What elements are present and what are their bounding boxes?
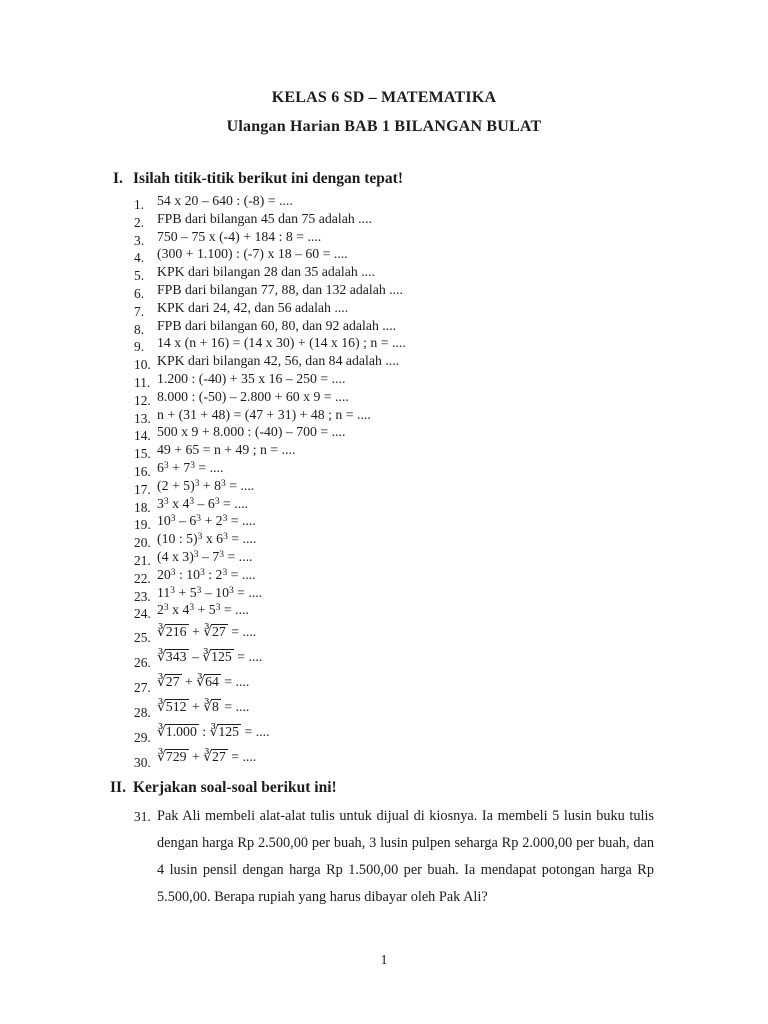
cube-root: ∛27 xyxy=(203,624,226,640)
document-subtitle: Ulangan Harian BAB 1 BILANGAN BULAT xyxy=(226,118,542,135)
question-row xyxy=(113,644,718,669)
question-text: FPB dari bilangan 60, 80, dan 92 adalah .... xyxy=(157,317,397,333)
cube-root: ∛64 xyxy=(196,674,219,690)
question-text: ∛216 + ∛27 = .... xyxy=(157,624,257,640)
question-number: 25. xyxy=(134,630,151,646)
cube-root: ∛729 xyxy=(157,749,187,765)
cube-root: ∛216 xyxy=(157,624,187,640)
section2-heading-row xyxy=(110,779,718,797)
question-row xyxy=(113,263,718,284)
question-text: 8.000 : (-50) – 2.800 + 60 x 9 = .... xyxy=(157,388,349,404)
question-row xyxy=(113,744,718,769)
question-text: (300 + 1.100) : (-7) x 18 – 60 = .... xyxy=(157,246,348,262)
question-row xyxy=(113,406,718,424)
question-number: 31. xyxy=(134,809,151,824)
question-number: 27. xyxy=(134,680,151,696)
question-number: 3. xyxy=(134,232,145,248)
question-text: (4 x $3)^3 - 7^3$ = .... xyxy=(157,548,253,564)
question-row xyxy=(113,477,718,495)
question-text: FPB dari bilangan 45 dan 75 adalah .... xyxy=(157,210,372,226)
question-row xyxy=(113,423,718,444)
question-number: 18. xyxy=(134,499,151,515)
question-text: $(2 + 5)^3 + 8^3$ = .... xyxy=(157,477,255,493)
question-number: 7. xyxy=(134,303,145,319)
document-header xyxy=(0,89,768,136)
cube-root: ∛8 xyxy=(203,699,219,715)
question-row xyxy=(113,512,718,533)
question-number: 24. xyxy=(134,606,151,622)
cube-root: ∛27 xyxy=(203,749,226,765)
question-number: 30. xyxy=(134,755,151,771)
cube-root: ∛125 xyxy=(209,724,240,740)
question-text: $6^3 + 7^3$ = .... xyxy=(157,459,224,475)
question-number: 5. xyxy=(134,268,145,284)
question-number: 17. xyxy=(134,481,151,497)
question-row xyxy=(113,299,718,317)
question-number: 9. xyxy=(134,339,145,355)
question-number: 21. xyxy=(134,552,151,568)
question-number: 28. xyxy=(134,705,151,721)
section1-question-list xyxy=(113,192,718,769)
question-number: 11. xyxy=(134,374,151,390)
question-text: $10^3 - 6^3 + 2^3$ = .... xyxy=(157,513,256,529)
section1-heading: Isilah titik-titik berikut ini dengan tepat! xyxy=(133,170,403,187)
question-number: 10. xyxy=(134,357,151,373)
cube-root: ∛512 xyxy=(157,699,187,715)
section2-label: II. xyxy=(110,779,126,796)
question-row xyxy=(113,669,718,694)
question-text: ∛1.000 : ∛125 = .... xyxy=(157,724,270,740)
question-text: KPK dari bilangan 28 dan 35 adalah .... xyxy=(157,264,376,280)
section-fill-in xyxy=(113,170,718,769)
question-text: (10 : 5)$^3$ x $6^3$ = .... xyxy=(157,531,257,547)
cube-root: ∛343 xyxy=(157,649,187,665)
question-number: 15. xyxy=(134,446,151,462)
question-text: ∛27 + ∛64 = .... xyxy=(157,674,250,690)
question-number: 14. xyxy=(134,428,151,444)
question-row xyxy=(113,192,718,210)
cube-root: ∛125 xyxy=(202,649,232,665)
question-text: $3^3$ x $4^3 - 6^3$ = .... xyxy=(157,495,249,511)
question-row xyxy=(113,584,718,602)
question-row xyxy=(113,694,718,719)
question-text: $2^3$ x $4^3 + 5^3$ = .... xyxy=(157,602,249,618)
question-row xyxy=(113,245,718,266)
question-text: 1.200 : (-40) + 35 x 16 – 250 = .... xyxy=(157,370,346,386)
document-title: KELAS 6 SD – MATEMATIKA xyxy=(271,89,497,106)
section1-heading-row xyxy=(113,170,718,188)
question-number: 22. xyxy=(134,570,151,586)
question-text: ∛512 + ∛8 = .... xyxy=(157,699,250,715)
cube-root: ∛27 xyxy=(157,674,180,690)
question-row xyxy=(113,281,718,299)
question-number: 6. xyxy=(134,285,145,301)
question-text: n + (31 + 48) = (47 + 31) + 48 ; n = .... xyxy=(157,406,371,422)
question-number: 8. xyxy=(134,321,145,337)
question-row xyxy=(113,459,718,477)
question-row xyxy=(113,228,718,246)
question-text: KPK dari bilangan 42, 56, dan 84 adalah .... xyxy=(157,353,400,369)
question-text: 54 x 20 – 640 : (-8) = .... xyxy=(157,193,293,208)
question-text: 750 – 75 x (-4) + 184 : 8 = .... xyxy=(157,228,322,244)
question-number: 13. xyxy=(134,410,151,426)
question-number: 16. xyxy=(134,463,151,479)
question-text: 500 x 9 + 8.000 : (-40) – 700 = .... xyxy=(157,424,346,440)
section2-heading: Kerjakan soal-soal berikut ini! xyxy=(133,779,337,796)
question-row xyxy=(113,334,718,355)
question-row xyxy=(113,548,718,566)
question-row xyxy=(113,719,718,744)
question-text: Pak Ali membeli alat-alat tulis untuk dijual di kiosnya. Ia membeli 5 lusin buku tulis dengan harga Rp 2.500,00 per buah, 3 lusin pulpen seharga Rp 2.000,00 per buah, dan 4 lusin pensil dengan harga Rp 1.500,00 per buah. Ia mendapat potongan harga Rp 5.500,00. Berapa rupiah yang harus dibayar oleh Pak Ali? xyxy=(157,808,654,905)
section2-question-list xyxy=(110,803,718,911)
question-row xyxy=(113,317,718,335)
question-row xyxy=(113,566,718,584)
question-number: 23. xyxy=(134,588,151,604)
question-row xyxy=(113,370,718,388)
page-number: 1 xyxy=(380,953,388,968)
question-text: KPK dari 24, 42, dan 56 adalah .... xyxy=(157,299,349,315)
question-number: 19. xyxy=(134,517,151,533)
section1-label: I. xyxy=(113,170,123,187)
section-essay xyxy=(110,779,718,911)
question-text: ∛343 – ∛125 = .... xyxy=(157,649,263,665)
question-row xyxy=(110,803,718,911)
cube-root: ∛1.000 xyxy=(157,724,197,740)
question-row xyxy=(113,210,718,228)
question-number: 26. xyxy=(134,655,151,671)
question-number: 20. xyxy=(134,535,151,551)
question-row xyxy=(113,388,718,406)
question-row xyxy=(113,619,718,644)
question-text: 14 x (n + 16) = (14 x 30) + (14 x 16) ; n = .... xyxy=(157,335,406,351)
question-row xyxy=(113,601,718,622)
question-text: $11^3 + 5^3 - 10^3$ = .... xyxy=(157,584,263,600)
question-row xyxy=(113,495,718,513)
question-text: ∛729 + ∛27 = .... xyxy=(157,749,257,765)
question-number: 12. xyxy=(134,392,151,408)
question-text: $20^3$ : $10^3$ : $2^3$ = .... xyxy=(157,566,256,582)
question-text: 49 + 65 = n + 49 ; n = .... xyxy=(157,442,296,458)
question-text: FPB dari bilangan 77, 88, dan 132 adalah .... xyxy=(157,281,404,297)
question-row xyxy=(113,441,718,462)
question-number: 29. xyxy=(134,730,151,746)
question-row xyxy=(113,352,718,373)
question-row xyxy=(113,530,718,551)
question-number: 4. xyxy=(134,250,145,266)
question-number: 1. xyxy=(134,197,145,212)
question-number: 2. xyxy=(134,214,145,230)
